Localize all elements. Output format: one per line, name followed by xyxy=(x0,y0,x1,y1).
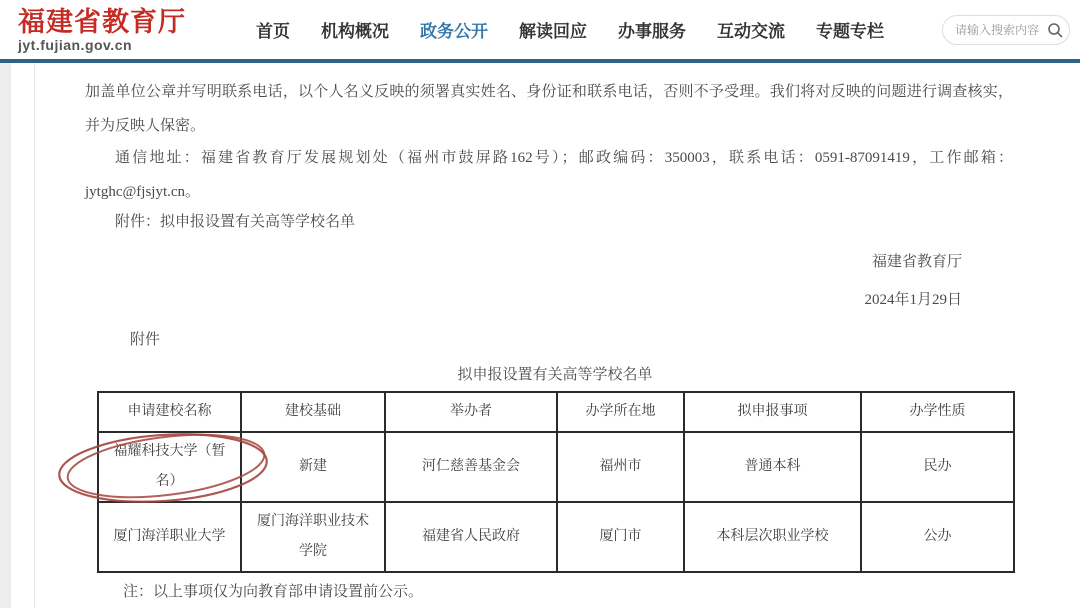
nav-item-gov-disclosure[interactable]: 政务公开 xyxy=(420,22,488,41)
nav-item-home[interactable]: 首页 xyxy=(256,22,290,41)
nav-item-interpretation[interactable]: 解读回应 xyxy=(519,22,587,41)
nav-item-org-overview[interactable]: 机构概况 xyxy=(321,22,389,41)
col-header-application-item: 拟申报事项 xyxy=(684,392,861,432)
main-nav xyxy=(256,17,884,42)
table-footnote: 注：以上事项仅为向教育部申请设置前公示。 xyxy=(123,584,424,600)
cell-application-item: 普通本科 xyxy=(684,432,861,502)
nav-item-special-topics[interactable]: 专题专栏 xyxy=(816,22,884,41)
col-header-founding-basis: 建校基础 xyxy=(241,392,385,432)
attachment-label: 附件 xyxy=(130,332,161,348)
logo-title: 福建省教育厅 xyxy=(18,6,186,37)
nav-item-services[interactable]: 办事服务 xyxy=(618,22,686,41)
col-header-organizer: 举办者 xyxy=(385,392,557,432)
site-logo[interactable] xyxy=(18,7,246,53)
cell-location: 福州市 xyxy=(557,432,684,502)
cell-application-item: 本科层次职业学校 xyxy=(684,502,861,572)
cell-school-name: 厦门海洋职业大学 xyxy=(98,502,241,572)
cell-school-type: 民办 xyxy=(861,432,1014,502)
cell-location: 厦门市 xyxy=(557,502,684,572)
cell-school-name: 福耀科技大学（暂名） xyxy=(98,432,241,502)
table-header-row xyxy=(98,392,1014,432)
table-row xyxy=(98,432,1014,502)
signature-issuer: 福建省教育厅 xyxy=(871,254,962,270)
nav-item-interaction[interactable]: 互动交流 xyxy=(717,22,785,41)
paragraph-confidentiality: 加盖单位公章并写明联系电话，以个人名义反映的须署真实姓名、身份证和联系电话，否则不予受理。我们将对反映的问题进行调查核实，并为反映人保密。 xyxy=(85,84,1013,134)
document-body xyxy=(0,63,1080,608)
table-row xyxy=(98,502,1014,572)
logo-url: jyt.fujian.gov.cn xyxy=(18,36,133,53)
cell-school-type: 公办 xyxy=(861,502,1014,572)
search-box[interactable] xyxy=(942,15,1070,45)
attachment-reference-line: 附件：拟申报设置有关高等学校名单 xyxy=(115,214,356,230)
col-header-location: 办学所在地 xyxy=(557,392,684,432)
site-header xyxy=(0,0,1080,59)
cell-organizer: 河仁慈善基金会 xyxy=(385,432,557,502)
universities-table xyxy=(97,391,1015,573)
table-title: 拟申报设置有关高等学校名单 xyxy=(457,367,653,383)
cell-organizer: 福建省人民政府 xyxy=(385,502,557,572)
col-header-school-type: 办学性质 xyxy=(861,392,1014,432)
cell-founding-basis: 新建 xyxy=(241,432,385,502)
paragraph-contact-address: 通信地址：福建省教育厅发展规划处（福州市鼓屏路162号）；邮政编码：350003，联系电话：0591-87091419，工作邮箱：jytghc@fjsjyt.cn。 xyxy=(85,150,1013,200)
signature-date: 2024年1月29日 xyxy=(864,292,962,308)
search-icon[interactable] xyxy=(1047,22,1063,38)
cell-founding-basis: 厦门海洋职业技术学院 xyxy=(241,502,385,572)
search-input[interactable] xyxy=(955,23,1047,37)
col-header-school-name: 申请建校名称 xyxy=(98,392,241,432)
